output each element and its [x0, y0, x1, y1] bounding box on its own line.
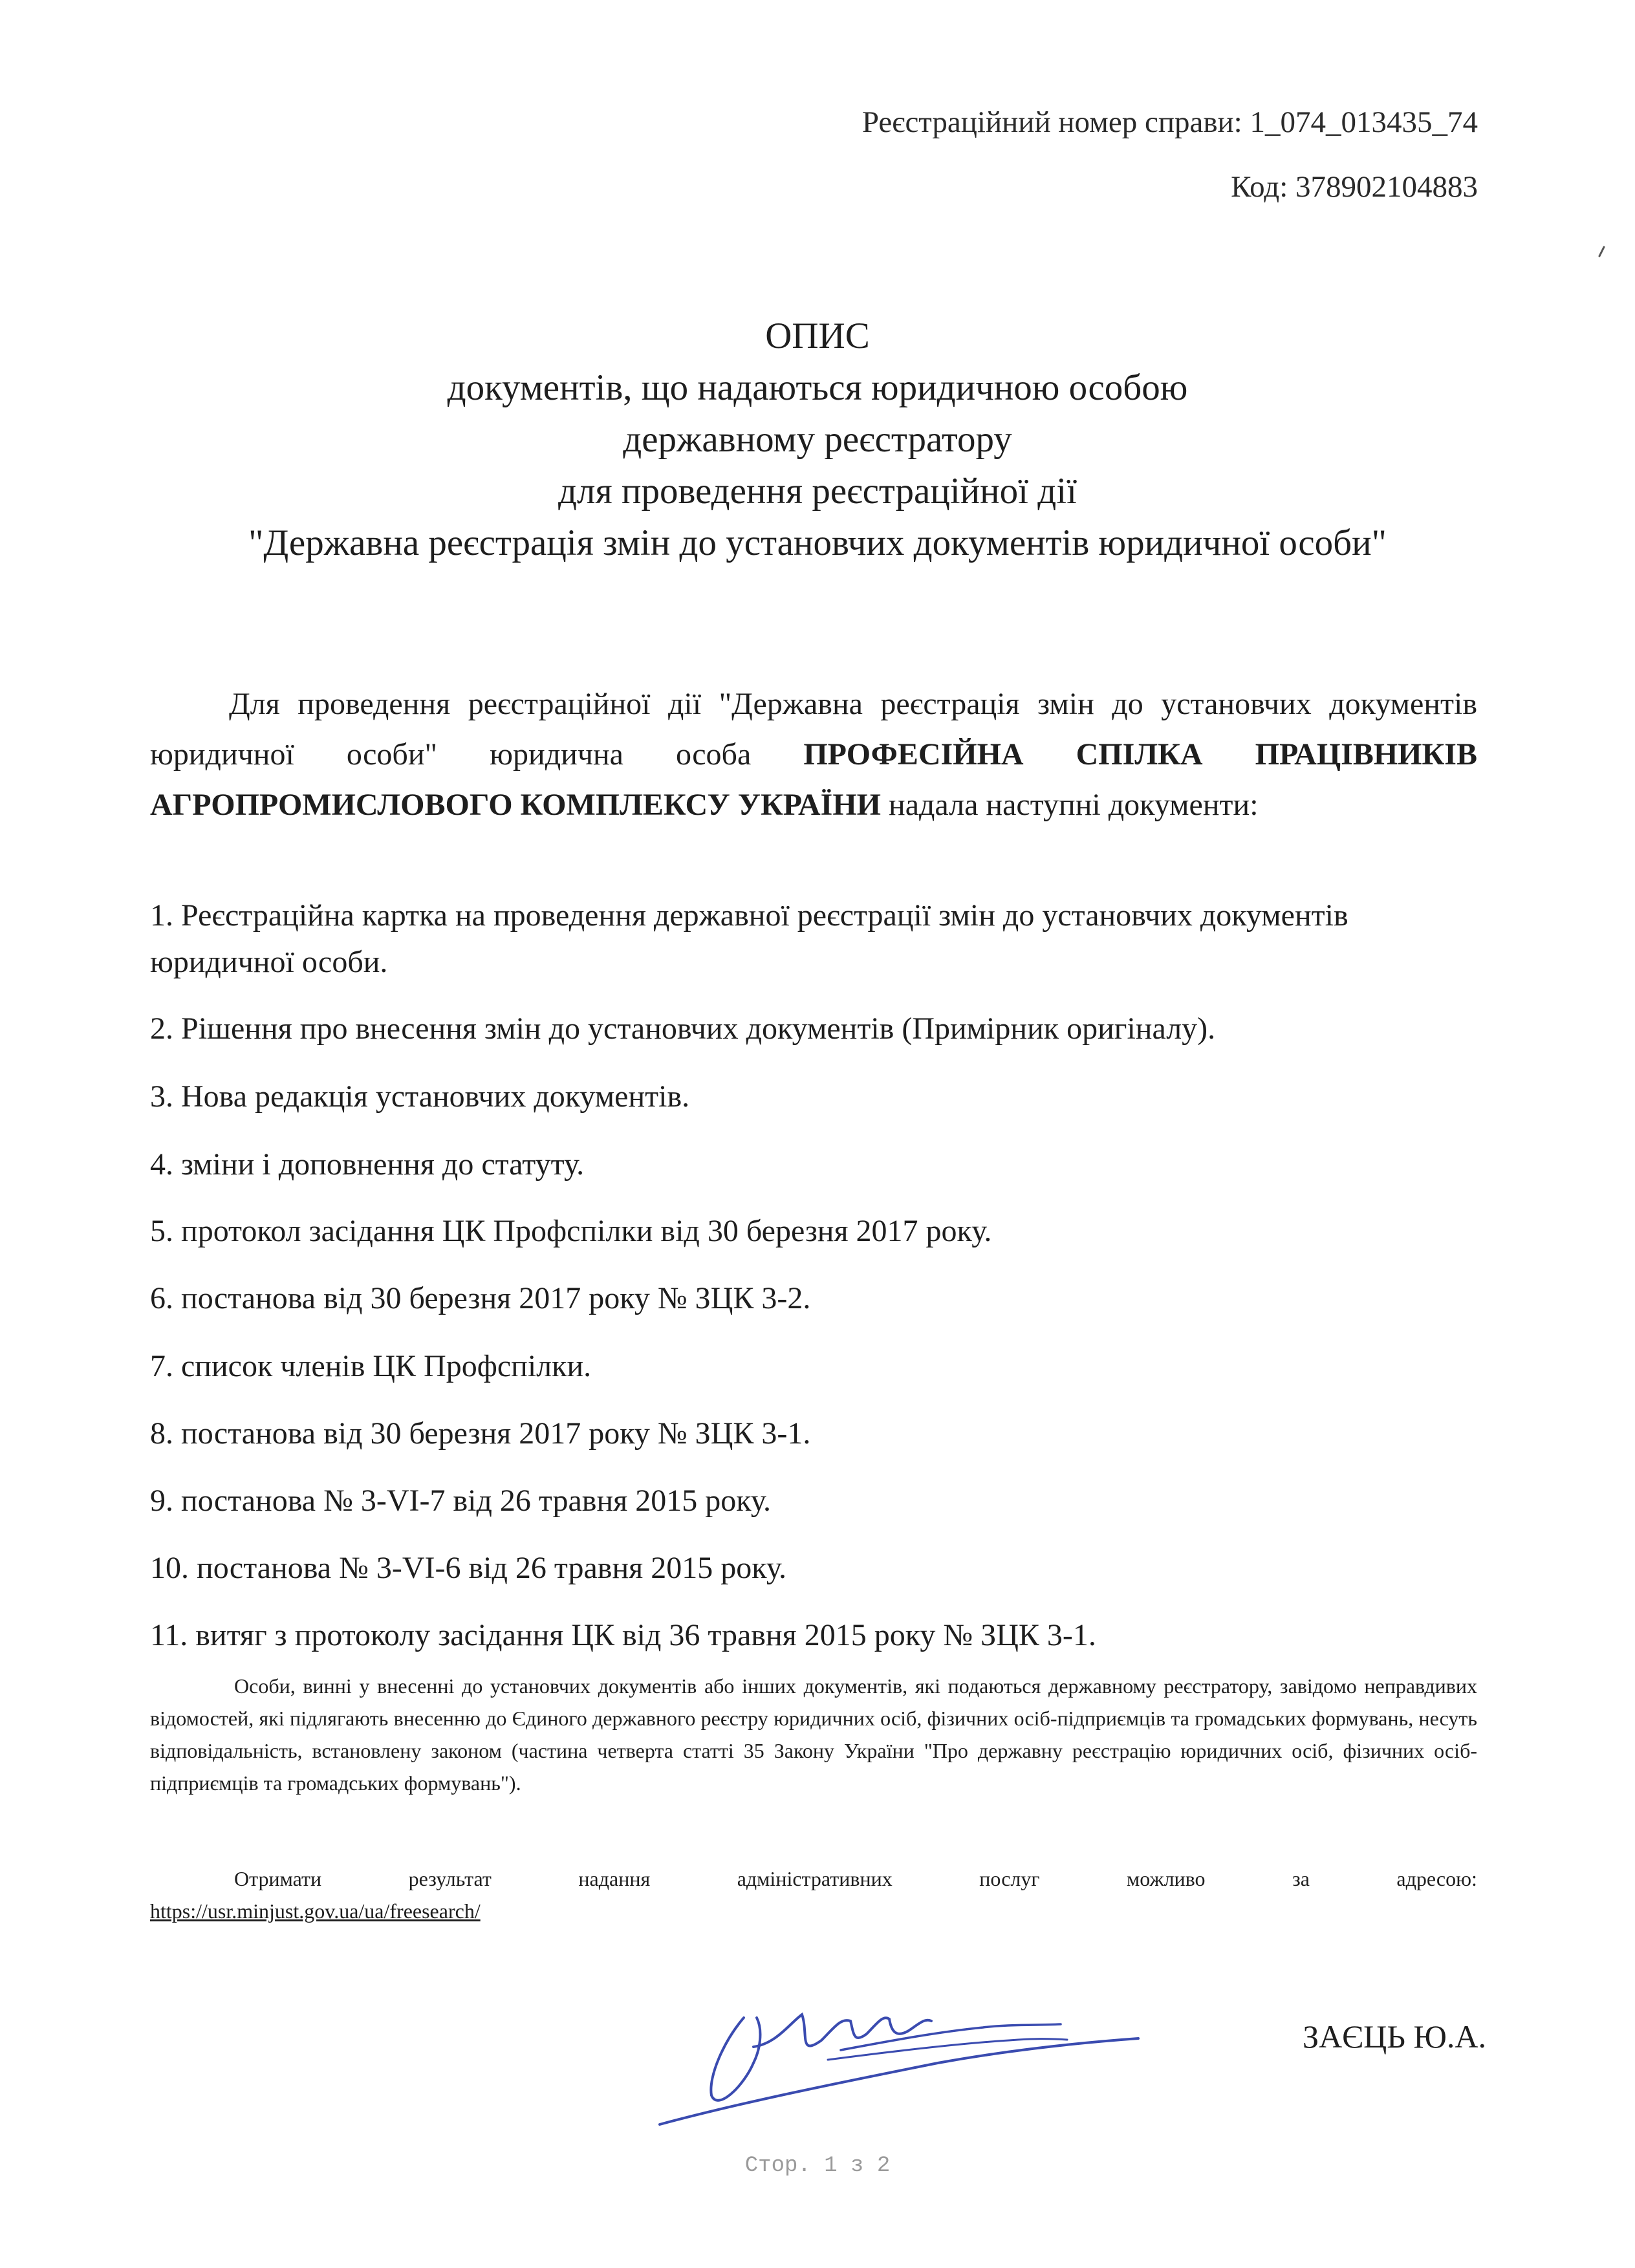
- document-list-item: 9. постанова № 3-VI-7 від 26 травня 2015 року.: [150, 1484, 772, 1518]
- result-word: за: [1292, 1867, 1310, 1890]
- title-line-2: державному реєстратору: [623, 419, 1012, 460]
- handwritten-signature: [647, 1979, 1151, 2134]
- result-word: надання: [578, 1867, 651, 1890]
- document-list-item: 11. витяг з протоколу засідання ЦК від 36 травня 2015 року № ЗЦК 3-1.: [150, 1618, 1096, 1652]
- result-word: адресою:: [1396, 1867, 1477, 1890]
- document-list-item: 1. Реєстраційна картка на проведення державної реєстрації змін до установчих документів юридичної особи.: [150, 898, 1348, 979]
- intro-text-before: Для проведення реєстраційної дії "Державна реєстрація змін до установчих документів юридичної особи" юридична особа: [150, 687, 1477, 772]
- document-list-item: 5. протокол засідання ЦК Профспілки від 30 березня 2017 року.: [150, 1214, 992, 1248]
- document-list-item: 3. Нова редакція установчих документів.: [150, 1079, 690, 1114]
- document-list-item: 7. список членів ЦК Профспілки.: [150, 1349, 592, 1383]
- result-notice: [150, 1863, 1477, 1927]
- document-list-item: 10. постанова № 3-VI-6 від 26 травня 2015 року.: [150, 1551, 787, 1585]
- document-list-item: 4. зміни і доповнення до статуту.: [150, 1147, 585, 1182]
- title-line-4: "Державна реєстрація змін до установчих документів юридичної особи": [248, 523, 1387, 563]
- result-url-link[interactable]: https://usr.minjust.gov.ua/ua/freesearch/: [150, 1899, 481, 1923]
- result-text: [150, 1863, 1477, 1895]
- page-number: Стор. 1 з 2: [744, 2154, 891, 2178]
- result-word: результат: [408, 1867, 492, 1890]
- result-word: Отримати: [234, 1867, 322, 1890]
- intro-paragraph: [150, 679, 1477, 830]
- document-code: Код: 378902104883: [1231, 170, 1478, 204]
- scan-artifact-mark: [1597, 244, 1607, 259]
- result-word: адміністративних: [737, 1867, 893, 1890]
- organization-name: ПРОФЕСІЙНА СПІЛКА ПРАЦІВНИКІВ АГРОПРОМИСЛОВОГО КОМПЛЕКСУ УКРАЇНИ: [150, 737, 1478, 822]
- result-word: можливо: [1127, 1867, 1206, 1890]
- title-line-1: документів, що надаються юридичною особою: [447, 367, 1188, 408]
- intro-text-after: надала наступні документи:: [881, 788, 1259, 822]
- document-list-item: 8. постанова від 30 березня 2017 року № ЗЦК 3-1.: [150, 1416, 811, 1451]
- document-list-item: 6. постанова від 30 березня 2017 року № ЗЦК 3-2.: [150, 1281, 811, 1315]
- legal-notice: Особи, винні у внесенні до установчих документів або інших документів, які подаються державному реєстратору, завідомо неправдивих відомостей, які підлягають внесенню до Єдиного державного реєстру юридичних осіб, фізичних осіб-підприємців та громадських формувань, несуть відповідальність, встановлену законом (частина четверта статті 35 Закону України "Про державну реєстрацію юридичних осіб, фізичних осіб-підприємців та громадських формувань").: [150, 1674, 1477, 1795]
- title-main: ОПИС: [765, 316, 870, 356]
- registration-number: Реєстраційний номер справи: 1_074_013435_74: [861, 105, 1478, 139]
- signer-name: ЗАЄЦЬ Ю.А.: [1303, 2018, 1486, 2055]
- document-list-item: 2. Рішення про внесення змін до установчих документів (Примірник оригіналу).: [150, 1011, 1216, 1046]
- title-line-3: для проведення реєстраційної дії: [558, 471, 1077, 512]
- document-title: [0, 310, 1635, 569]
- result-word: послуг: [979, 1867, 1040, 1890]
